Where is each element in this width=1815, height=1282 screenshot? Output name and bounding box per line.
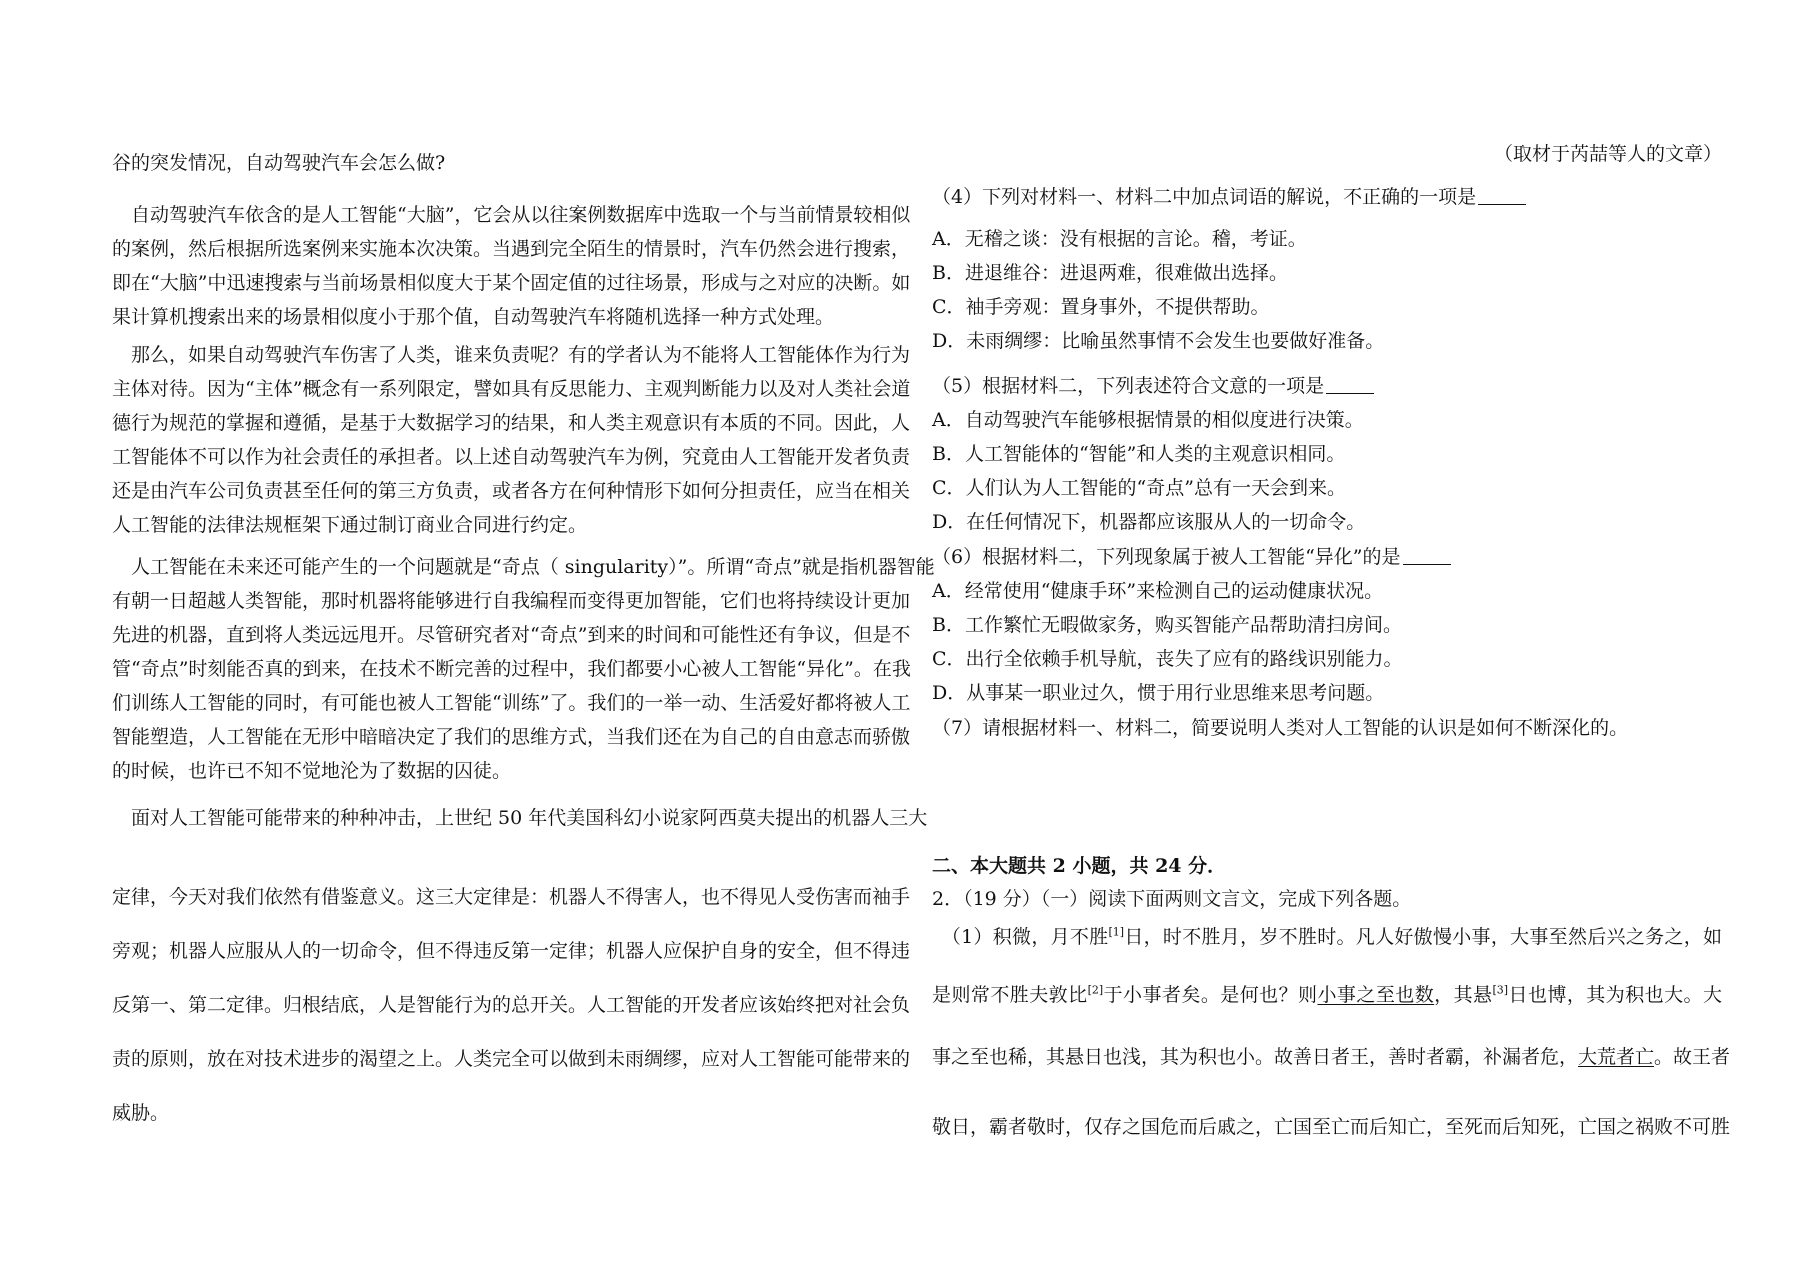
answer-blank[interactable] — [1478, 186, 1526, 205]
text-line: 定律，今天对我们依然有借鉴意义。这三大定律是：机器人不得害人，也不得见人受伤害而袖手 — [112, 886, 911, 908]
question-header-text: 2．（19 分）（一）阅读下面两则文言文，完成下列各题。 — [932, 888, 1412, 910]
paragraph-decision — [112, 198, 911, 334]
option-a[interactable]: A．无稽之谈：没有根据的言论。稽，考证。 — [932, 228, 1307, 250]
text-line: 责的原则，放在对技术进步的渴望之上。人类完全可以做到未雨绸缪，应对人工智能可能带来的 — [112, 1048, 911, 1070]
question-5 — [932, 369, 1722, 539]
text-fragment: 是则常不胜夫敦比 — [932, 984, 1088, 1006]
question-stem-text: （6）根据材料二，下列现象属于被人工智能“异化”的是 — [932, 546, 1401, 568]
answer-blank[interactable] — [1326, 375, 1374, 394]
paragraph-three-laws — [112, 801, 928, 1143]
option-d[interactable]: D．从事某一职业过久，惯于用行业思维来思考问题。 — [932, 682, 1385, 704]
text-line: 那么，如果自动驾驶汽车伤害了人类，谁来负责呢？有的学者认为不能将人工智能体作为行为 — [112, 344, 911, 366]
section-heading-text: 二、本大题共 2 小题，共 24 分． — [932, 855, 1227, 877]
text-fragment: ，其悬 — [1434, 984, 1493, 1006]
option-c[interactable]: C．人们认为人工智能的“奇点”总有一天会到来。 — [932, 477, 1346, 499]
question-stem — [932, 369, 1722, 403]
question-6 — [932, 540, 1722, 710]
option-a[interactable]: A．自动驾驶汽车能够根据情景的相似度进行决策。 — [932, 409, 1364, 431]
text-line: 果计算机搜索出来的场景相似度小于那个值，自动驾驶汽车将随机选择一种方式处理。 — [112, 306, 835, 328]
text-line: 谷的突发情况，自动驾驶汽车会怎么做? — [112, 152, 446, 174]
question-4 — [932, 180, 1722, 358]
text-line: 工智能体不可以作为社会责任的承担者。以上述自动驾驶汽车为例，究竟由人工智能开发者负责 — [112, 446, 911, 468]
text-line: 敬日，霸者敬时，仅存之国危而后戚之，亡国至亡而后知亡，至死而后知死，亡国之祸败不可胜 — [932, 1116, 1731, 1138]
text-line: 面对人工智能可能带来的种种冲击，上世纪 50 年代美国科幻小说家阿西莫夫提出的机器人三大 — [112, 807, 928, 829]
underlined-phrase: 大荒者亡 — [1578, 1046, 1655, 1068]
paragraph-singularity — [112, 550, 935, 788]
option-d[interactable]: D．在任何情况下，机器都应该服从人的一切命令。 — [932, 511, 1366, 533]
option-b[interactable]: B．进退维谷：进退两难，很难做出选择。 — [932, 262, 1288, 284]
underlined-phrase: 小事之至也数 — [1317, 984, 1435, 1006]
text-line — [932, 920, 1722, 978]
text-line: 自动驾驶汽车依含的是人工智能“大脑”，它会从以往案例数据库中选取一个与当前情景较相似 — [112, 204, 911, 226]
text-line: 先进的机器，直到将人类远远甩开。尽管研究者对“奇点”到来的时间和可能性还有争议，但是不 — [112, 624, 911, 646]
text-line: 的案例，然后根据所选案例来实施本次决策。当遇到完全陌生的情景时，汽车仍然会进行搜索， — [112, 238, 911, 260]
option-a[interactable]: A．经常使用“健康手环”来检测自己的运动健康状况。 — [932, 580, 1384, 602]
question-stem-text: （4）下列对材料一、材料二中加点词语的解说，不正确的一项是 — [932, 186, 1477, 208]
text-fragment: 日也博，其为积也大。大 — [1508, 984, 1722, 1006]
paragraph-responsibility — [112, 338, 911, 542]
text-line: 们训练人工智能的同时，有可能也被人工智能“训练”了。我们的一举一动、生活爱好都将被人工 — [112, 692, 911, 714]
text-line: 人工智能在未来还可能产生的一个问题就是“奇点（ singularity）”。所谓“奇点”就是指机器智能 — [112, 556, 935, 578]
text-line: 即在“大脑”中迅速搜索与当前场景相似度大于某个固定值的过往场景，形成与之对应的决断。如 — [112, 272, 911, 294]
paragraph-intro-tail — [112, 146, 898, 180]
text-fragment: （1）积微，月不胜 — [932, 926, 1109, 948]
option-c[interactable]: C．出行全依赖手机导航，丧失了应有的路线识别能力。 — [932, 648, 1403, 670]
text-line: 德行为规范的掌握和遵循，是基于大数据学习的结果，和人类主观意识有本质的不同。因此，人 — [112, 412, 911, 434]
option-d[interactable]: D．未雨绸缪：比喻虽然事情不会发生也要做好准备。 — [932, 330, 1385, 352]
question-stem — [932, 180, 1722, 214]
question-stem — [932, 540, 1722, 574]
source-note-text: （取材于芮喆等人的文章） — [1493, 143, 1722, 165]
footnote-mark: [2] — [1087, 983, 1104, 997]
question-stem-text: （7）请根据材料一、材料二，简要说明人类对人工智能的认识是如何不断深化的。 — [932, 717, 1629, 739]
question-2-header — [932, 882, 1722, 916]
footnote-mark: [3] — [1492, 983, 1509, 997]
question-stem-text: （5）根据材料二，下列表述符合文意的一项是 — [932, 375, 1325, 397]
text-fragment: 于小事者矣。是何也？则 — [1103, 984, 1318, 1006]
text-line: 还是由汽车公司负责甚至任何的第三方负责，或者各方在何种情形下如何分担责任，应当在相关 — [112, 480, 911, 502]
text-line — [932, 1040, 1731, 1110]
option-c[interactable]: C．袖手旁观：置身事外，不提供帮助。 — [932, 296, 1270, 318]
text-line: 管“奇点”时刻能否真的到来，在技术不断完善的过程中，我们都要小心被人工智能“异化”。在我 — [112, 658, 911, 680]
option-b[interactable]: B．人工智能体的“智能”和人类的主观意识相同。 — [932, 443, 1346, 465]
text-fragment: 。故王者 — [1654, 1046, 1731, 1068]
footnote-mark: [1] — [1108, 925, 1125, 939]
answer-blank[interactable] — [1403, 546, 1451, 565]
classical-passage — [932, 920, 1731, 1144]
source-note — [932, 137, 1722, 171]
text-line: 的时候，也许已不知不觉地沦为了数据的囚徒。 — [112, 760, 512, 782]
section-2-heading — [932, 849, 1722, 883]
text-line — [932, 978, 1722, 1040]
text-line: 智能塑造，人工智能在无形中暗暗决定了我们的思维方式，当我们还在为自己的自由意志而骄傲 — [112, 726, 911, 748]
text-fragment: 日，时不胜月，岁不胜时。凡人好傲慢小事，大事至然后兴之务之，如 — [1124, 926, 1722, 948]
text-line: 旁观；机器人应服从人的一切命令，但不得违反第一定律；机器人应保护自身的安全，但不得违 — [112, 940, 911, 962]
text-line: 反第一、第二定律。归根结底，人是智能行为的总开关。人工智能的开发者应该始终把对社会负 — [112, 994, 911, 1016]
text-line: 主体对待。因为“主体”概念有一系列限定，譬如具有反思能力、主观判断能力以及对人类社会道 — [112, 378, 911, 400]
text-line: 人工智能的法律法规框架下通过制订商业合同进行约定。 — [112, 514, 588, 536]
question-7 — [932, 711, 1722, 745]
text-line: 有朝一日超越人类智能，那时机器将能够进行自我编程而变得更加智能，它们也将持续设计更加 — [112, 590, 911, 612]
text-fragment: 事之至也稀，其悬日也浅，其为积也小。故善日者王，善时者霸，补漏者危， — [932, 1046, 1579, 1068]
option-b[interactable]: B．工作繁忙无暇做家务，购买智能产品帮助清扫房间。 — [932, 614, 1402, 636]
text-line: 威胁。 — [112, 1102, 170, 1124]
